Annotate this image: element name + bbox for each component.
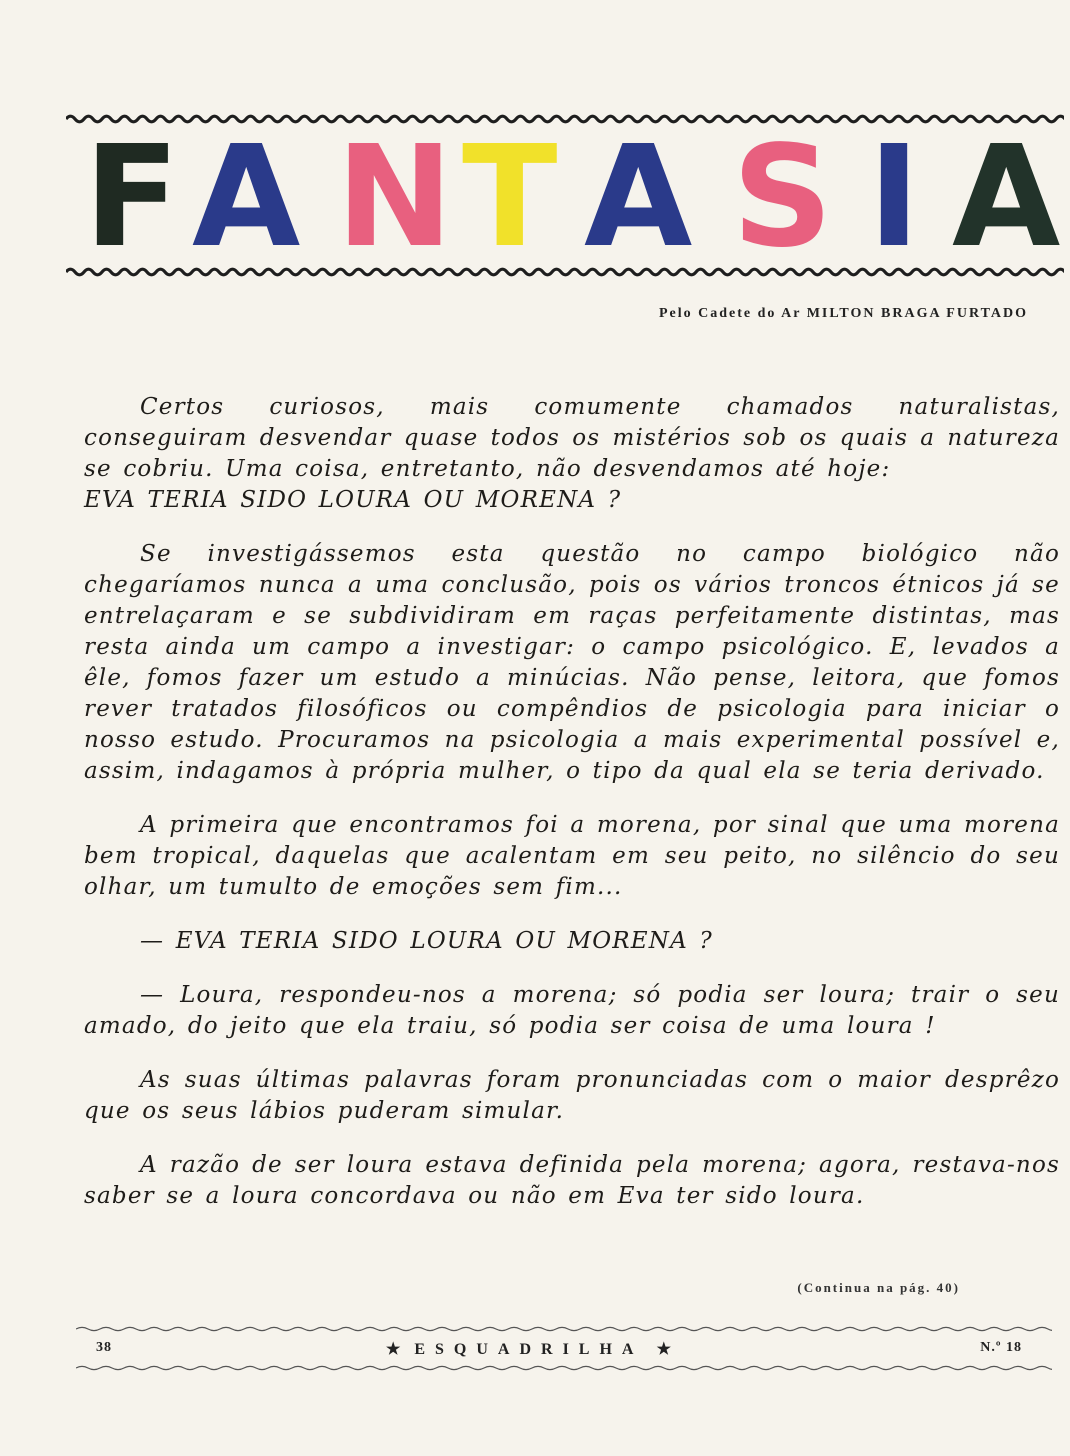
footer-bottom-wavy-line — [76, 1364, 1052, 1372]
title-letter: A — [952, 116, 1061, 279]
paragraph: As suas últimas palavras foram pronunciadas com o maior desprêzo que os seus lábios puderam simular. — [84, 1067, 1060, 1124]
magazine-name — [386, 1339, 671, 1359]
star-icon: ★ — [386, 1341, 401, 1358]
footer-top-wavy-line — [76, 1325, 1052, 1333]
star-icon: ★ — [656, 1341, 671, 1358]
title-fantasia — [84, 116, 1070, 279]
title-bottom-wavy-border — [66, 265, 1064, 279]
magazine-title: ESQUADRILHA — [414, 1341, 643, 1358]
page-number: 38 — [96, 1340, 112, 1355]
continuation-note: (Continua na pág. 40) — [797, 1280, 960, 1295]
dialog-question: — EVA TERIA SIDO LOURA OU MORENA ? — [140, 928, 713, 954]
question-line: EVA TERIA SIDO LOURA OU MORENA ? — [84, 487, 622, 513]
dialog-answer: — Loura, respondeu-nos a morena; só podia ser loura; trair o seu amado, do jeito que ela traiu, só podia ser coisa de uma loura ! — [84, 982, 1060, 1039]
author-byline: Pelo Cadete do Ar MILTON BRAGA FURTADO — [658, 306, 1028, 321]
title-letter: T — [462, 116, 558, 279]
title-letter: A — [584, 116, 693, 279]
issue-number: N.º 18 — [980, 1340, 1022, 1355]
paragraph: A primeira que encontramos foi a morena, por sinal que uma morena bem tropical, daquelas que acalentam em seu peito, no silêncio do seu olhar, um tumulto de emoções sem fim... — [84, 812, 1060, 900]
title-letter: N — [336, 116, 454, 279]
paragraph: Certos curiosos, mais comumente chamados naturalistas, conseguiram desvendar quase todos os mistérios sob os quais a natureza se cobriu. Uma coisa, entretanto, não desvendamos até hoje: — [84, 394, 1060, 482]
title-letter: I — [868, 116, 921, 279]
page-footer — [86, 1337, 1028, 1361]
title-letter: A — [192, 116, 301, 279]
title-letter: S — [732, 116, 833, 279]
paragraph: Se investigássemos esta questão no campo biológico não chegaríamos nunca a uma conclusão, pois os vários troncos étnicos já se entrelaçaram e se subdividiram em raças perfeitamente distintas, mas resta ainda um campo a investigar: o campo psicológico. E, levados a êle, fomos fazer um estudo a minúcias. Não pense, leitora, que fomos rever tratados filosóficos ou compêndios de psicologia para iniciar o nosso estudo. Procuramos na psicologia a mais experimental possível e, assim, indagamos à própria mulher, o tipo da qual ela se teria derivado. — [84, 541, 1060, 784]
article-body — [84, 392, 1060, 1235]
paragraph: A razão de ser loura estava definida pela morena; agora, restava-nos saber se a loura concordava ou não em Eva ter sido loura. — [84, 1152, 1060, 1209]
title-letter: F — [84, 116, 180, 279]
